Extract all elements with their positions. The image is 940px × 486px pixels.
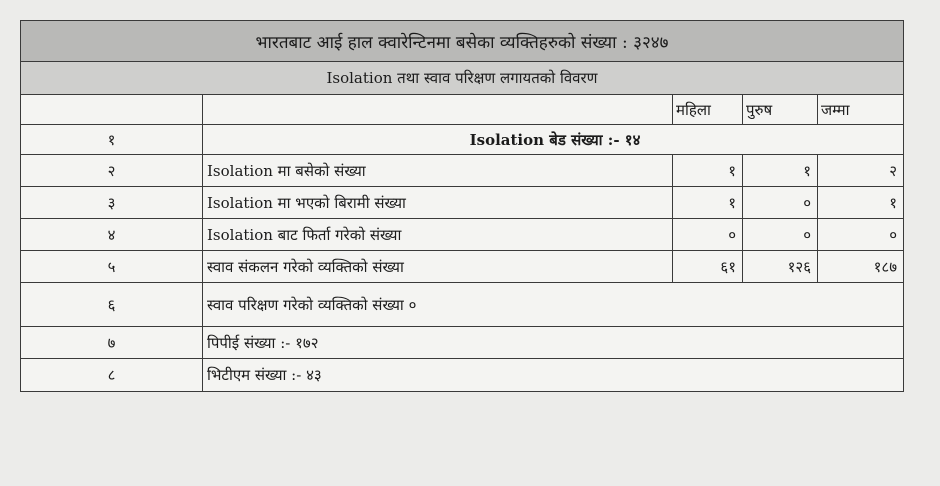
table-row [21, 219, 903, 251]
row-total: २ [889, 161, 897, 180]
table-row [21, 251, 903, 283]
row-sn: ३ [21, 187, 203, 218]
header-row [21, 95, 903, 125]
title-row [21, 21, 903, 62]
header-sn [21, 95, 203, 124]
row-female: १ [673, 187, 743, 218]
row-female: १ [673, 155, 743, 186]
row-label: Isolation बाट फिर्ता गरेको संख्या [203, 219, 673, 250]
covid-data-table [20, 20, 904, 392]
row-label: पिपीई संख्या :- १७२ [207, 333, 319, 352]
row-label: Isolation मा बसेको संख्या [203, 155, 673, 186]
row-sn: ७ [21, 327, 203, 358]
row-sn: ८ [21, 359, 203, 391]
table-row [21, 187, 903, 219]
table-row [21, 125, 903, 155]
header-desc [203, 95, 673, 124]
row-label: भिटीएम संख्या :- ४३ [207, 366, 322, 384]
row-male: ० [743, 219, 818, 250]
row-male: १ [743, 155, 818, 186]
row-male: १२६ [743, 251, 818, 282]
row-sn: ६ [21, 283, 203, 326]
header-male: पुरुष [743, 95, 818, 124]
row-sn: ४ [21, 219, 203, 250]
row-female: ६१ [673, 251, 743, 282]
table-row [21, 155, 903, 187]
row-sn: १ [21, 125, 203, 154]
subtitle-row [21, 62, 903, 95]
row-label: स्वाव संकलन गरेको व्यक्तिको संख्या [203, 251, 673, 282]
table-row [21, 283, 903, 327]
table-row [21, 359, 903, 391]
table-row [21, 327, 903, 359]
row-label: Isolation मा भएको बिरामी संख्या [203, 187, 673, 218]
header-total: जम्मा [821, 100, 850, 119]
row-total: ० [889, 225, 897, 244]
row-label: Isolation बेड संख्या :- १४ [469, 130, 641, 149]
row-female: ० [673, 219, 743, 250]
row-label: स्वाव परिक्षण गरेको व्यक्तिको संख्या ० [207, 295, 417, 314]
row-total: १ [889, 193, 897, 212]
row-total: १८७ [873, 257, 897, 276]
table-title: भारतबाट आई हाल क्वारेन्टिनमा बसेका व्यक्तिहरुको संख्या : ३२४७ [21, 21, 903, 61]
table-subtitle: Isolation तथा स्वाव परिक्षण लगायतको विवरण [21, 62, 903, 94]
row-sn: २ [21, 155, 203, 186]
row-male: ० [743, 187, 818, 218]
header-female: महिला [673, 95, 743, 124]
row-sn: ५ [21, 251, 203, 282]
